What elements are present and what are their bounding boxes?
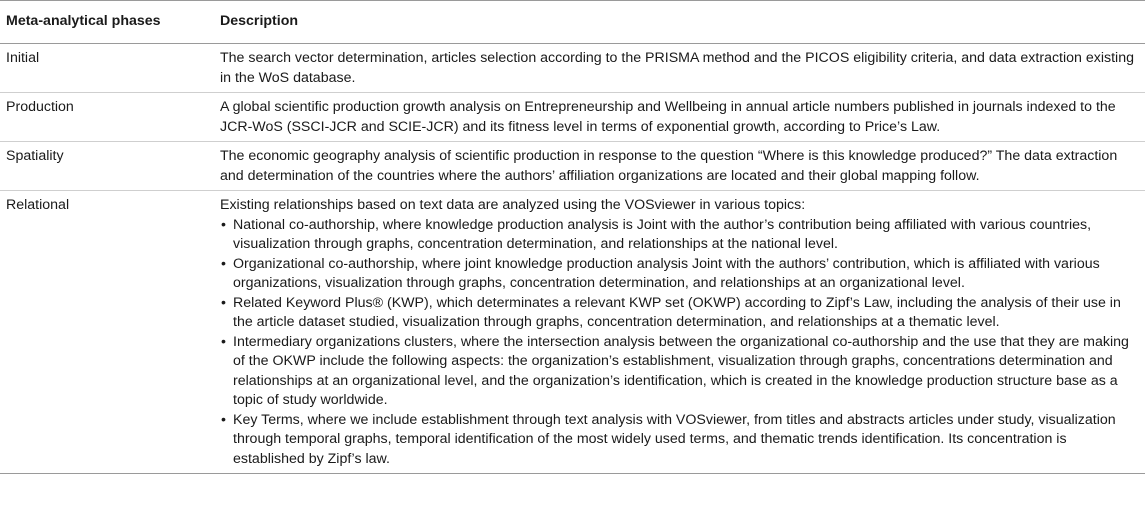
bullet-text: National co-authorship, where knowledge production analysis is Joint with the author’s contribution being affiliated with various countries, visualization through graphs, concentration determination, and relationships at the national level.: [233, 216, 1092, 252]
list-item: [220, 411, 1141, 470]
phase-cell: Spatiality: [6, 148, 64, 164]
bullet-icon: •: [221, 255, 226, 272]
bullet-icon: •: [221, 333, 226, 350]
relational-intro: Existing relationships based on text data are analyzed using the VOSviewer in various topics:: [220, 197, 806, 213]
phase-cell: Initial: [6, 50, 40, 66]
table-body: [0, 44, 1145, 474]
description-cell: [216, 191, 1145, 474]
list-item: [220, 255, 1141, 294]
relational-bullet-list: [220, 216, 1141, 470]
list-item: [220, 333, 1141, 411]
table-row: [0, 44, 1145, 93]
bullet-text: Related Keyword Plus® (KWP), which determinates a relevant KWP set (OKWP) according to Zipf’s Law, including the analysis of their use in the article dataset studied, visualization through graphs, concentration determination, and relationships at a thematic level.: [233, 294, 1121, 330]
bullet-text: Organizational co-authorship, where joint knowledge production analysis Joint with the authors’ contribution, which is affiliated with various organizations, visualization through graphs, concentration determination, and relationships at an organizational level.: [233, 255, 1100, 291]
description-cell: A global scientific production growth analysis on Entrepreneurship and Wellbeing in annual article numbers published in journals indexed to the JCR-WoS (SSCI-JCR and SCIE-JCR) and its fitness level in terms of exponential growth, according to Price’s Law.: [220, 99, 1116, 135]
header-phases: Meta-analytical phases: [6, 13, 161, 29]
bullet-text: Key Terms, where we include establishment through text analysis with VOSviewer, from titles and abstracts articles under study, visualization through temporal graphs, temporal identification of the most widely used terms, and thematic trends identification. Its concentration is established by Zipf’s law.: [233, 411, 1116, 467]
header-description: Description: [220, 13, 299, 29]
list-item: [220, 294, 1141, 333]
table-row: [0, 93, 1145, 142]
table-row: [0, 191, 1145, 474]
table-header: [0, 1, 1145, 44]
description-cell: The economic geography analysis of scientific production in response to the question “Where is this knowledge produced?” The data extraction and determination of the countries where the authors’ affiliation organizations are located and their global mapping follow.: [220, 148, 1118, 184]
header-row: [0, 1, 1145, 44]
list-item: [220, 216, 1141, 255]
phase-cell: Production: [6, 99, 74, 115]
bullet-text: Intermediary organizations clusters, where the intersection analysis between the organizational co-authorship and the use that they are making of the OKWP include the following aspects: the organization’s establishment, visualization through graphs, concentrations determination and relationships at an organizational level, and the organization’s identification, which is created in the knowledge production structure base as a topic of study worldwide.: [233, 333, 1129, 408]
bullet-icon: •: [221, 216, 226, 233]
table-row: [0, 142, 1145, 191]
bullet-icon: •: [221, 294, 226, 311]
bullet-icon: •: [221, 411, 226, 428]
phase-cell: Relational: [6, 197, 70, 213]
description-cell: The search vector determination, articles selection according to the PRISMA method and the PICOS eligibility criteria, and data extraction existing in the WoS database.: [220, 50, 1134, 86]
